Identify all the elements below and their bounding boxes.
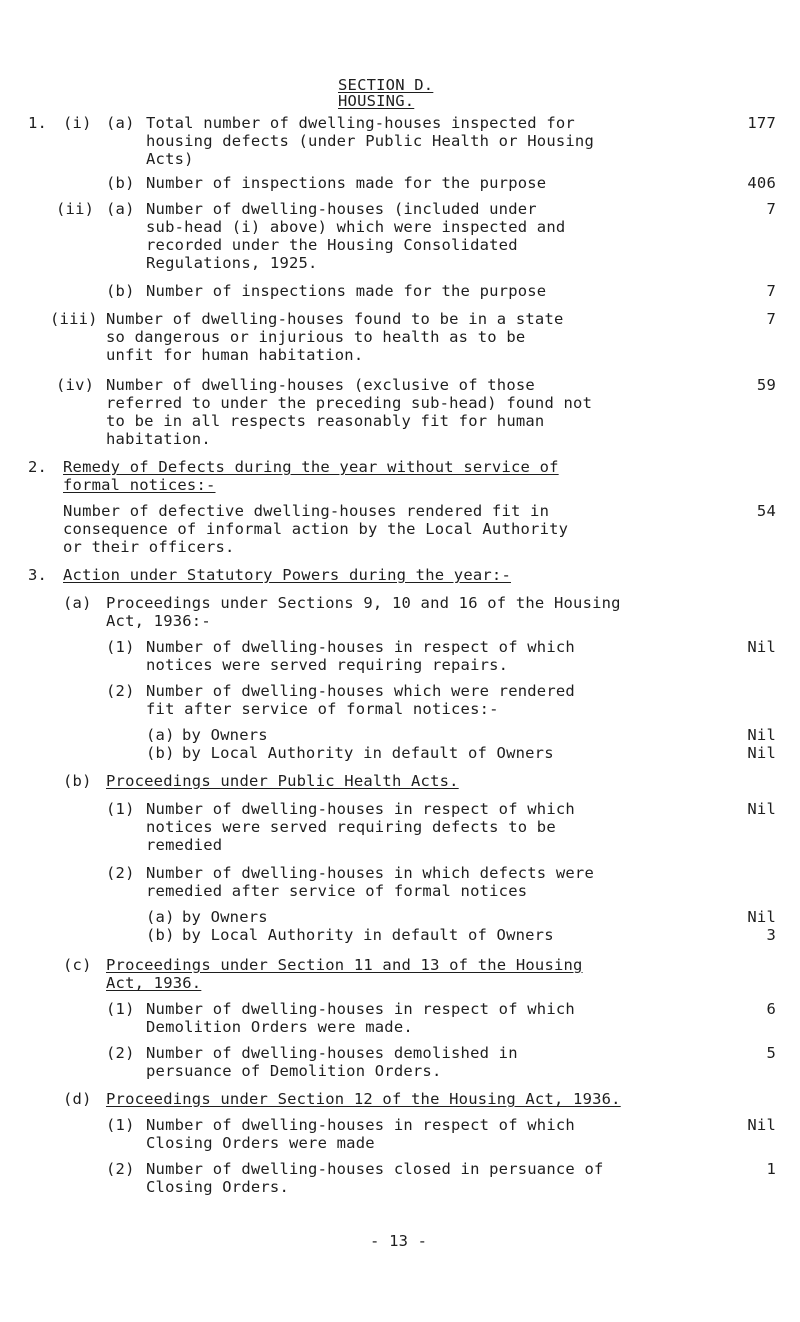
item3-a1-label: (1) — [106, 638, 135, 656]
item3-b2a-value: Nil — [747, 908, 776, 926]
item3-a2a-value: Nil — [747, 726, 776, 744]
item1-iv-line3: to be in all respects reasonably fit for human — [106, 412, 545, 430]
item1-number: 1. — [28, 114, 48, 132]
item1-ii-a-value: 7 — [766, 200, 776, 218]
item3-d2-line1: Number of dwelling-houses closed in persuance of — [146, 1160, 604, 1178]
item3-b-label: (b) — [63, 772, 92, 790]
item3-a1-line2: notices were served requiring repairs. — [146, 656, 509, 674]
item3-d2-label: (2) — [106, 1160, 135, 1178]
item3-c-heading-line1: Proceedings under Section 11 and 13 of the Housing — [106, 956, 583, 974]
item3-a1-value: Nil — [747, 638, 776, 656]
item3-a2-label: (2) — [106, 682, 135, 700]
item3-c-label: (c) — [63, 956, 92, 974]
item1-iii-line2: so dangerous or injurious to health as to be — [106, 328, 526, 346]
item1-iv-value: 59 — [756, 376, 776, 394]
item3-b2-label: (2) — [106, 864, 135, 882]
item3-b2-line2: remedied after service of formal notices — [146, 882, 528, 900]
item2-body-line3: or their officers. — [63, 538, 235, 556]
item2-heading-line2: formal notices:- — [63, 476, 216, 494]
item3-number: 3. — [28, 566, 48, 584]
item3-a2b-text: by Local Authority in default of Owners — [182, 744, 554, 762]
item3-b2b-text: by Local Authority in default of Owners — [182, 926, 554, 944]
item1-ii-b-value: 7 — [766, 282, 776, 300]
item1-iv-line1: Number of dwelling-houses (exclusive of those — [106, 376, 535, 394]
item3-b1-line2: notices were served requiring defects to be — [146, 818, 556, 836]
item1-ii-a-line1: Number of dwelling-houses (included under — [146, 200, 537, 218]
item1-iv-line2: referred to under the preceding sub-head) found not — [106, 394, 593, 412]
item3-b2b-value: 3 — [766, 926, 776, 944]
section-subtitle: HOUSING. — [338, 92, 415, 110]
item1-iii-value: 7 — [766, 310, 776, 328]
item3-d1-line1: Number of dwelling-houses in respect of which — [146, 1116, 575, 1134]
item3-d1-label: (1) — [106, 1116, 135, 1134]
item3-c1-line2: Demolition Orders were made. — [146, 1018, 413, 1036]
item3-b1-label: (1) — [106, 800, 135, 818]
item1-i-a-label: (a) — [106, 114, 135, 132]
item1-ii-a-line4: Regulations, 1925. — [146, 254, 318, 272]
item1-iii-label: (iii) — [50, 310, 98, 328]
item3-d2-value: 1 — [766, 1160, 776, 1178]
item1-ii-a-line2: sub-head (i) above) which were inspected and — [146, 218, 566, 236]
item3-c2-line2: persuance of Demolition Orders. — [146, 1062, 442, 1080]
item2-body-line2: consequence of informal action by the Local Authority — [63, 520, 569, 538]
item1-i-a-value: 177 — [747, 114, 776, 132]
item3-b1-line1: Number of dwelling-houses in respect of which — [146, 800, 575, 818]
item3-d1-line2: Closing Orders were made — [146, 1134, 375, 1152]
item3-b2a-label: (a) — [146, 908, 175, 926]
item1-i-b-text: Number of inspections made for the purpose — [146, 174, 547, 192]
item2-heading-line1: Remedy of Defects during the year without service of — [63, 458, 559, 476]
item1-ii-label: (ii) — [56, 200, 95, 218]
item1-i-a-line3: Acts) — [146, 150, 194, 168]
item3-a2-line2: fit after service of formal notices:- — [146, 700, 499, 718]
item3-d1-value: Nil — [747, 1116, 776, 1134]
item3-a1-line1: Number of dwelling-houses in respect of which — [146, 638, 575, 656]
item3-a2a-label: (a) — [146, 726, 175, 744]
item3-c1-label: (1) — [106, 1000, 135, 1018]
item3-a2b-value: Nil — [747, 744, 776, 762]
item1-ii-a-line3: recorded under the Housing Consolidated — [146, 236, 518, 254]
item3-a2b-label: (b) — [146, 744, 175, 762]
item2-number: 2. — [28, 458, 48, 476]
item1-ii-b-text: Number of inspections made for the purpose — [146, 282, 547, 300]
item3-d-heading: Proceedings under Section 12 of the Housing Act, 1936. — [106, 1090, 621, 1108]
item1-iv-label: (iv) — [56, 376, 95, 394]
item3-b1-line3: remedied — [146, 836, 223, 854]
item3-a-label: (a) — [63, 594, 92, 612]
item3-b-heading: Proceedings under Public Health Acts. — [106, 772, 459, 790]
item3-b2-line1: Number of dwelling-houses in which defects were — [146, 864, 594, 882]
item3-b1-value: Nil — [747, 800, 776, 818]
item3-c1-value: 6 — [766, 1000, 776, 1018]
item1-iii-line1: Number of dwelling-houses found to be in a state — [106, 310, 564, 328]
item1-i-label: (i) — [63, 114, 92, 132]
item3-c-heading-line2: Act, 1936. — [106, 974, 202, 992]
item3-a-heading-line2: Act, 1936:- — [106, 612, 211, 630]
item3-a2-line1: Number of dwelling-houses which were rendered — [146, 682, 575, 700]
item3-heading: Action under Statutory Powers during the year:- — [63, 566, 511, 584]
item3-b2b-label: (b) — [146, 926, 175, 944]
page-number: - 13 - — [370, 1232, 428, 1250]
item3-a2a-text: by Owners — [182, 726, 268, 744]
item2-value: 54 — [756, 502, 776, 520]
item1-i-b-value: 406 — [747, 174, 776, 192]
item3-c2-value: 5 — [766, 1044, 776, 1062]
item1-i-a-line1: Total number of dwelling-houses inspected for — [146, 114, 575, 132]
item3-b2a-text: by Owners — [182, 908, 268, 926]
item3-c1-line1: Number of dwelling-houses in respect of which — [146, 1000, 575, 1018]
section-heading: SECTION D. — [338, 76, 434, 94]
item3-a-heading-line1: Proceedings under Sections 9, 10 and 16 of the Housing — [106, 594, 621, 612]
item1-iii-line3: unfit for human habitation. — [106, 346, 364, 364]
item1-ii-a-label: (a) — [106, 200, 135, 218]
item3-c2-label: (2) — [106, 1044, 135, 1062]
item1-iv-line4: habitation. — [106, 430, 211, 448]
item2-body-line1: Number of defective dwelling-houses rendered fit in — [63, 502, 550, 520]
item1-ii-b-label: (b) — [106, 282, 135, 300]
item3-d2-line2: Closing Orders. — [146, 1178, 289, 1196]
item3-c2-line1: Number of dwelling-houses demolished in — [146, 1044, 518, 1062]
item1-i-b-label: (b) — [106, 174, 135, 192]
item1-i-a-line2: housing defects (under Public Health or Housing — [146, 132, 594, 150]
item3-d-label: (d) — [63, 1090, 92, 1108]
